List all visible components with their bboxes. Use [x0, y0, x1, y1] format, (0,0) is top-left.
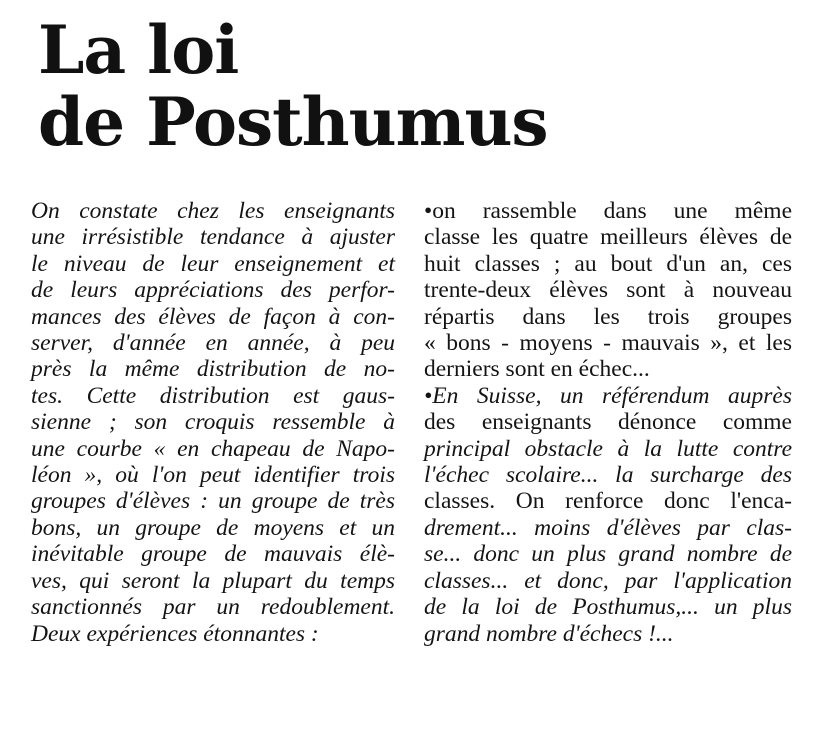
- left-column: [31, 198, 395, 647]
- text-line: l'échec scolaire... la surcharge des: [424, 462, 792, 489]
- text-line: une irrésistible tendance à ajuster: [31, 224, 395, 251]
- text-line: drement... moins d'élèves par clas-: [424, 514, 792, 541]
- title-line-2: de Posthumus: [38, 83, 548, 161]
- text-line: grand nombre d'échecs !...: [424, 620, 674, 647]
- text-line: ves, qui seront la plupart du temps: [31, 567, 395, 594]
- text-line: principal obstacle à la lutte contre: [424, 435, 792, 462]
- text-line: répartis dans les trois groupes: [424, 303, 792, 330]
- text-line: de la loi de Posthumus,... un plus: [424, 594, 792, 621]
- text-line: sanctionnés par un redoublement.: [31, 594, 395, 621]
- text-line: classe les quatre meilleurs élèves de: [424, 224, 792, 251]
- text-line: groupes d'élèves : un groupe de très: [31, 488, 395, 515]
- text-line: •En Suisse, un référendum auprès: [424, 382, 792, 409]
- text-line: près la même distribution de no-: [31, 356, 395, 383]
- article-title: [38, 11, 548, 161]
- text-line: léon », où l'on peut identifier trois: [31, 462, 395, 489]
- text-line: bons, un groupe de moyens et un: [31, 514, 395, 541]
- text-line: « bons - moyens - mauvais », et les: [424, 330, 792, 357]
- text-line: •on rassemble dans une même: [424, 198, 792, 224]
- text-line: trente-deux élèves sont à nouveau: [424, 277, 792, 304]
- text-line: une courbe « en chapeau de Napo-: [31, 435, 395, 462]
- text-line: mances des élèves de façon à con-: [31, 303, 395, 330]
- text-line: server, d'année en année, à peu: [31, 330, 395, 357]
- text-line: Deux expériences étonnantes :: [31, 620, 319, 647]
- text-line: derniers sont en échec...: [424, 356, 650, 383]
- text-line: On constate chez les enseignants: [31, 198, 395, 224]
- text-line: de leurs appréciations des perfor-: [31, 277, 395, 304]
- text-line: huit classes ; au bout d'un an, ces: [424, 250, 792, 277]
- text-line: classes. On renforce donc l'enca-: [424, 488, 792, 515]
- text-line: tes. Cette distribution est gaus-: [31, 382, 395, 409]
- text-line: des enseignants dénonce comme: [424, 409, 792, 436]
- text-line: se... donc un plus grand nombre de: [424, 541, 792, 568]
- text-line: inévitable groupe de mauvais élè-: [31, 541, 395, 568]
- text-line: sienne ; son croquis ressemble à: [31, 409, 395, 436]
- right-column: [424, 198, 792, 647]
- text-line: classes... et donc, par l'application: [424, 567, 792, 594]
- title-line-1: La loi: [38, 11, 239, 89]
- text-line: le niveau de leur enseignement et: [31, 250, 395, 277]
